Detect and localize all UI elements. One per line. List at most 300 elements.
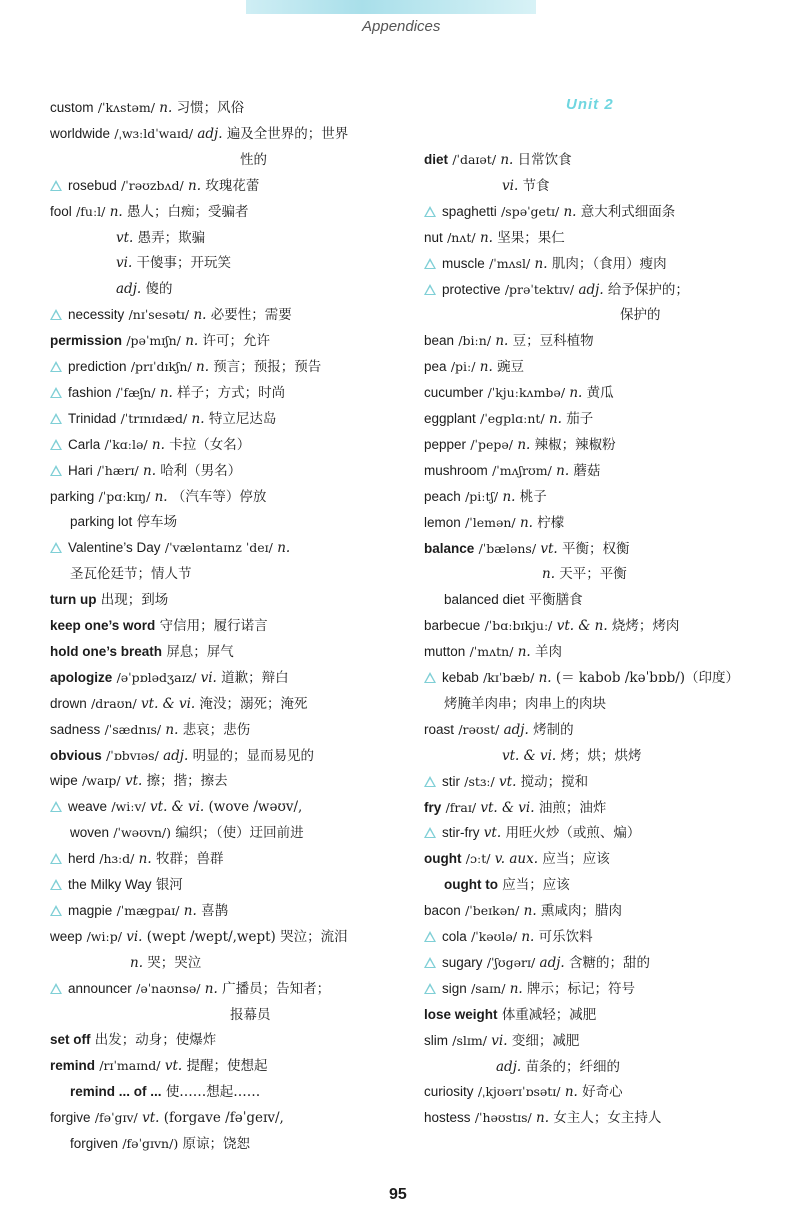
phonetic: /ˈmægpaɪ/ bbox=[116, 902, 180, 918]
phonetic: /ˈkjuːkʌmbə/ bbox=[487, 385, 566, 401]
phonetic: /ˈsædnɪs/ bbox=[104, 721, 162, 737]
phonetic: /ˈdaɪət/ bbox=[452, 152, 497, 167]
phonetic: /nɪˈsesətɪ/ bbox=[128, 307, 190, 323]
definition: 应当；应该 bbox=[502, 877, 570, 894]
definition: (＝ kabob /kəˈbɒb/)（印度） bbox=[555, 670, 740, 686]
phonetic: /ˈlemən/ bbox=[465, 514, 516, 530]
headword: fry bbox=[424, 799, 442, 815]
part-of-speech: v. aux. bbox=[494, 851, 539, 868]
part-of-speech: n. bbox=[538, 670, 552, 686]
definition: 可乐饮料 bbox=[538, 929, 593, 945]
headword: permission bbox=[50, 333, 123, 349]
phonetic: /slɪm/ bbox=[452, 1032, 487, 1048]
glossary-line bbox=[424, 383, 614, 403]
glossary-line bbox=[424, 875, 570, 895]
headword: Hari bbox=[68, 462, 93, 478]
phonetic: /draʊn/ bbox=[91, 695, 137, 711]
headword: rosebud bbox=[68, 177, 117, 193]
phonetic: /ˈwəʊvn/) bbox=[113, 825, 172, 841]
definition: 明显的；显而易见的 bbox=[192, 747, 315, 764]
headword: bacon bbox=[424, 903, 461, 919]
new-word-triangle-icon bbox=[424, 258, 436, 269]
phonetic: /fraɪ/ bbox=[445, 799, 477, 815]
glossary-line bbox=[50, 253, 231, 273]
part-of-speech: n. bbox=[509, 980, 523, 997]
glossary-line bbox=[50, 849, 223, 869]
headword: stir bbox=[442, 773, 460, 789]
phonetic: /spəˈgetɪ/ bbox=[501, 203, 560, 219]
definition: 女主人；女主持人 bbox=[553, 1110, 662, 1127]
headword: mutton bbox=[424, 644, 466, 660]
definition: 蘑菇 bbox=[573, 462, 601, 479]
phonetic: /ˈfæʃn/ bbox=[115, 384, 156, 400]
glossary-line bbox=[50, 487, 266, 507]
new-word-triangle-icon bbox=[424, 284, 436, 295]
definition: 黄瓜 bbox=[586, 385, 614, 402]
glossary-line bbox=[424, 694, 606, 714]
glossary-line bbox=[50, 357, 321, 377]
definition: 傻的 bbox=[145, 281, 173, 298]
phonetic: /wiːp/ bbox=[86, 928, 122, 944]
phonetic: /ˈpɑːkɪŋ/ bbox=[98, 488, 151, 504]
phonetic: /ˈkəʊlə/ bbox=[471, 929, 518, 944]
phonetic: /ˌkjʊərɪˈɒsətɪ/ bbox=[477, 1084, 561, 1100]
new-word-triangle-icon bbox=[50, 309, 62, 320]
glossary-line bbox=[50, 279, 172, 299]
part-of-speech: n. bbox=[193, 307, 207, 324]
definition: 广播员；告知者； bbox=[222, 980, 331, 997]
definition: 出发；动身；使爆炸 bbox=[94, 1032, 217, 1049]
part-of-speech: vi. bbox=[126, 928, 143, 945]
part-of-speech: vi. bbox=[116, 255, 133, 272]
headword: necessity bbox=[68, 307, 125, 323]
glossary-line bbox=[424, 435, 616, 455]
glossary-line bbox=[50, 1005, 271, 1025]
definition: 保护的 bbox=[620, 307, 661, 324]
glossary-line bbox=[50, 927, 348, 947]
glossary-line bbox=[50, 124, 348, 144]
headword: fashion bbox=[68, 384, 112, 400]
glossary-line bbox=[424, 539, 630, 559]
headword: custom bbox=[50, 100, 94, 115]
glossary-line bbox=[50, 720, 250, 740]
definition: 烤；烘；烘烤 bbox=[560, 747, 642, 764]
definition: 烤制的 bbox=[533, 721, 574, 738]
phonetic: /ˈhəʊstɪs/ bbox=[474, 1110, 532, 1126]
new-word-triangle-icon bbox=[50, 387, 62, 398]
definition: 体重减轻；减肥 bbox=[501, 1006, 597, 1023]
phonetic: /waɪp/ bbox=[82, 773, 121, 789]
new-word-triangle-icon bbox=[50, 413, 62, 424]
headword: parking bbox=[50, 488, 95, 504]
part-of-speech: vi. bbox=[502, 177, 519, 194]
glossary-line bbox=[424, 823, 640, 843]
definition: 喜鹊 bbox=[201, 902, 229, 919]
part-of-speech: n. bbox=[500, 152, 514, 168]
headword: slim bbox=[424, 1032, 448, 1048]
headword: parking lot bbox=[70, 514, 133, 530]
part-of-speech: n. bbox=[542, 566, 555, 583]
definition: (wove /wəʊv/, bbox=[208, 799, 303, 816]
phonetic: /fuːl/ bbox=[76, 203, 106, 219]
phonetic: /ˈmʌʃrʊm/ bbox=[492, 462, 552, 478]
new-word-triangle-icon bbox=[50, 361, 62, 372]
definition: 卡拉（女名） bbox=[169, 436, 251, 453]
glossary-line bbox=[424, 280, 689, 300]
part-of-speech: n. bbox=[517, 436, 531, 453]
definition: 苗条的；纤细的 bbox=[525, 1058, 620, 1075]
headword: wipe bbox=[50, 773, 78, 789]
part-of-speech: vt. & n. bbox=[556, 618, 608, 635]
headword: remind bbox=[50, 1058, 96, 1074]
definition: 烤腌羊肉串；肉串上的肉块 bbox=[444, 695, 606, 712]
headword: drown bbox=[50, 695, 87, 711]
part-of-speech: n. bbox=[563, 203, 577, 220]
part-of-speech: adj. bbox=[539, 954, 565, 971]
headword: herd bbox=[68, 851, 96, 867]
definition: 遍及全世界的；世界 bbox=[226, 125, 349, 142]
new-word-triangle-icon bbox=[424, 983, 436, 994]
glossary-line bbox=[50, 746, 314, 766]
headword: the Milky Way bbox=[68, 877, 152, 892]
headword: ought to bbox=[444, 877, 498, 893]
glossary-line bbox=[424, 564, 627, 584]
glossary-line bbox=[424, 150, 572, 170]
new-word-triangle-icon bbox=[50, 853, 62, 864]
part-of-speech: n. bbox=[479, 229, 493, 246]
glossary-line bbox=[50, 771, 228, 791]
definition: 预言；预报；预告 bbox=[213, 359, 322, 375]
definition: 银河 bbox=[155, 877, 183, 893]
headword: barbecue bbox=[424, 618, 481, 634]
phonetic: /hɜːd/ bbox=[99, 851, 135, 867]
definition: 道歉；辩白 bbox=[221, 669, 289, 686]
part-of-speech: vt. bbox=[164, 1058, 183, 1075]
part-of-speech: n. bbox=[523, 903, 537, 920]
definition: 哭；哭泣 bbox=[147, 954, 202, 971]
definition: 愚弄；欺骗 bbox=[137, 229, 206, 246]
definition: 报幕员 bbox=[230, 1006, 271, 1023]
headword: pepper bbox=[424, 436, 467, 452]
phonetic: /piːtʃ/ bbox=[465, 488, 499, 504]
definition: 含糖的；甜的 bbox=[568, 954, 650, 971]
glossary-line bbox=[424, 746, 641, 766]
definition: (wept /wept/,wept) 哭泣；流泪 bbox=[146, 928, 348, 945]
part-of-speech: n. bbox=[191, 410, 205, 427]
glossary-line bbox=[424, 1031, 579, 1051]
headword: muscle bbox=[442, 255, 485, 271]
glossary-line bbox=[50, 98, 244, 118]
glossary-line bbox=[424, 487, 547, 507]
glossary-line bbox=[424, 461, 600, 481]
headword: prediction bbox=[68, 359, 127, 374]
glossary-line bbox=[50, 590, 168, 610]
phonetic: /wiːv/ bbox=[111, 799, 146, 815]
headword: apologize bbox=[50, 669, 113, 685]
part-of-speech: n. bbox=[185, 333, 199, 350]
phonetic: /ˈegplɑːnt/ bbox=[480, 411, 545, 426]
part-of-speech: vt. & vi. bbox=[502, 747, 557, 764]
phonetic: /ˈmʌsl/ bbox=[489, 255, 531, 271]
headword: mushroom bbox=[424, 462, 488, 478]
headword: Carla bbox=[68, 436, 101, 452]
headword: eggplant bbox=[424, 411, 476, 426]
part-of-speech: n. bbox=[204, 980, 218, 997]
definition: 愚人；白痴；受骗者 bbox=[126, 203, 249, 220]
headword: worldwide bbox=[50, 125, 111, 141]
glossary-line bbox=[424, 202, 675, 222]
new-word-triangle-icon bbox=[424, 672, 436, 683]
phonetic: /ˈbeɪkən/ bbox=[465, 903, 520, 919]
glossary-line bbox=[424, 901, 622, 921]
unit-heading: Unit 2 bbox=[566, 96, 614, 113]
glossary-line bbox=[424, 927, 593, 947]
part-of-speech: vt. bbox=[540, 540, 558, 557]
definition: 圣瓦伦廷节；情人节 bbox=[70, 566, 192, 583]
glossary-line bbox=[50, 564, 192, 584]
definition: 用旺火炒（或煎、煸） bbox=[505, 825, 641, 842]
part-of-speech: adj. bbox=[496, 1058, 522, 1075]
phonetic: /kɪˈbæb/ bbox=[483, 670, 535, 685]
headword: cucumber bbox=[424, 385, 484, 401]
part-of-speech: n. bbox=[556, 462, 570, 479]
glossary-line bbox=[50, 642, 234, 662]
part-of-speech: vi. bbox=[491, 1032, 508, 1049]
part-of-speech: n. bbox=[517, 644, 531, 661]
definition: 守信用；履行诺言 bbox=[159, 618, 268, 634]
definition: 节食 bbox=[522, 177, 550, 194]
part-of-speech: n. bbox=[502, 488, 516, 505]
phonetic: /əˈnaʊnsə/ bbox=[136, 980, 201, 996]
part-of-speech: n. bbox=[479, 359, 493, 376]
glossary-line bbox=[50, 668, 289, 688]
glossary-line bbox=[424, 1057, 620, 1077]
glossary-line bbox=[424, 357, 524, 377]
glossary-line bbox=[50, 694, 308, 714]
phonetic: /saɪn/ bbox=[471, 980, 506, 996]
glossary-line bbox=[424, 642, 562, 662]
definition: 应当；应该 bbox=[542, 851, 610, 868]
part-of-speech: adj. bbox=[578, 281, 604, 298]
part-of-speech: n. bbox=[196, 359, 209, 375]
definition: 必要性；需要 bbox=[210, 307, 292, 324]
definition: 辣椒；辣椒粉 bbox=[534, 436, 616, 453]
part-of-speech: n. bbox=[519, 514, 533, 531]
definition: 搅动；搅和 bbox=[520, 773, 589, 790]
new-word-triangle-icon bbox=[50, 439, 62, 450]
glossary-line bbox=[50, 1030, 216, 1050]
headword: magpie bbox=[68, 902, 113, 918]
new-word-triangle-icon bbox=[50, 465, 62, 476]
headword: weep bbox=[50, 928, 83, 944]
glossary-line bbox=[424, 513, 564, 533]
definition: 性的 bbox=[240, 151, 267, 168]
headword: Valentine’s Day bbox=[68, 540, 161, 556]
phonetic: /rəʊst/ bbox=[458, 721, 500, 737]
definition: 变细；减肥 bbox=[511, 1032, 580, 1049]
glossary-line bbox=[424, 590, 583, 610]
part-of-speech: vt. bbox=[142, 1110, 160, 1127]
phonetic: /fəˈgɪvn/) bbox=[122, 1136, 179, 1151]
part-of-speech: n. bbox=[159, 384, 173, 401]
part-of-speech: adj. bbox=[163, 747, 189, 764]
phonetic: /ˈʃʊgərɪ/ bbox=[486, 954, 536, 970]
glossary-line bbox=[50, 228, 205, 248]
part-of-speech: adj. bbox=[116, 281, 142, 298]
definition: 提醒；使想起 bbox=[186, 1058, 268, 1075]
glossary-line bbox=[424, 1108, 661, 1128]
part-of-speech: n. bbox=[143, 462, 156, 479]
new-word-triangle-icon bbox=[50, 180, 62, 191]
glossary-line bbox=[424, 331, 594, 351]
glossary-line bbox=[424, 668, 739, 688]
headword: sugary bbox=[442, 954, 483, 970]
phonetic: /pəˈmɪʃn/ bbox=[126, 333, 181, 349]
definition: 豌豆 bbox=[497, 359, 525, 376]
phonetic: /ˈrəʊzbʌd/ bbox=[121, 177, 184, 193]
definition: 好奇心 bbox=[582, 1084, 623, 1101]
part-of-speech: n. bbox=[536, 1110, 550, 1127]
part-of-speech: adj. bbox=[197, 125, 223, 142]
part-of-speech: n. bbox=[564, 1084, 578, 1101]
part-of-speech: n. bbox=[548, 411, 562, 427]
definition: 特立尼达岛 bbox=[208, 410, 277, 427]
phonetic: /ˈhærɪ/ bbox=[97, 462, 139, 478]
phonetic: /ˈkʌstəm/ bbox=[97, 100, 155, 115]
glossary-line bbox=[50, 331, 270, 351]
glossary-line bbox=[50, 1082, 260, 1102]
glossary-line bbox=[50, 979, 330, 999]
headword: woven bbox=[70, 825, 110, 841]
part-of-speech: n. bbox=[183, 902, 197, 919]
part-of-speech: n. bbox=[521, 929, 535, 945]
definition: 天平；平衡 bbox=[559, 566, 627, 583]
headword: remind ... of ... bbox=[70, 1084, 162, 1100]
headword: lose weight bbox=[424, 1006, 498, 1022]
new-word-triangle-icon bbox=[50, 801, 62, 812]
glossary-line bbox=[50, 176, 259, 196]
part-of-speech: vi. bbox=[200, 669, 217, 686]
headword: lemon bbox=[424, 514, 461, 530]
phonetic: /ˈbæləns/ bbox=[478, 540, 537, 556]
definition: 玫瑰花蕾 bbox=[205, 177, 260, 194]
glossary-line bbox=[424, 228, 565, 248]
definition: 干傻事；开玩笑 bbox=[136, 255, 232, 272]
part-of-speech: n. bbox=[569, 385, 583, 402]
headword: roast bbox=[424, 721, 455, 737]
glossary-line bbox=[50, 616, 268, 636]
headword: ought bbox=[424, 851, 462, 867]
phonetic: /ˈpepə/ bbox=[470, 436, 514, 452]
headword: announcer bbox=[68, 980, 132, 996]
part-of-speech: n. bbox=[109, 203, 123, 220]
glossary-line bbox=[424, 849, 610, 869]
glossary-line bbox=[424, 1005, 596, 1025]
phonetic: /ɔːt/ bbox=[465, 851, 491, 867]
headword: set off bbox=[50, 1032, 91, 1048]
headword: turn up bbox=[50, 592, 97, 608]
glossary-line bbox=[50, 538, 290, 558]
definition: 淹没；溺死；淹死 bbox=[199, 695, 308, 712]
definition: 坚果；果仁 bbox=[497, 229, 565, 246]
new-word-triangle-icon bbox=[424, 931, 436, 942]
headword: peach bbox=[424, 488, 461, 504]
headword: fool bbox=[50, 203, 72, 219]
part-of-speech: n. bbox=[151, 436, 165, 453]
glossary-line bbox=[50, 202, 248, 222]
definition: 牧群；兽群 bbox=[155, 851, 224, 868]
phonetic: /piː/ bbox=[450, 359, 476, 375]
glossary-line bbox=[50, 901, 228, 921]
headword: bean bbox=[424, 333, 455, 349]
glossary-line bbox=[50, 150, 267, 170]
glossary-line bbox=[424, 979, 635, 999]
part-of-speech: n. bbox=[130, 954, 143, 971]
headword: kebab bbox=[442, 670, 479, 685]
part-of-speech: n. bbox=[138, 851, 152, 868]
headword: hold one’s breath bbox=[50, 643, 163, 659]
definition: 日常饮食 bbox=[517, 152, 572, 168]
part-of-speech: vt. & vi. bbox=[480, 799, 535, 816]
definition: 哈利（男名） bbox=[160, 462, 242, 479]
part-of-speech: vt. bbox=[124, 773, 143, 790]
phonetic: /biːn/ bbox=[458, 333, 492, 349]
glossary-line bbox=[50, 305, 292, 325]
definition: 悲哀；悲伤 bbox=[182, 721, 251, 738]
part-of-speech: vt. bbox=[116, 229, 134, 246]
running-head: Appendices bbox=[362, 18, 441, 35]
part-of-speech: vt. & vi. bbox=[150, 799, 205, 816]
part-of-speech: adj. bbox=[503, 721, 529, 738]
definition: 习惯；风俗 bbox=[176, 100, 245, 116]
headword: curiosity bbox=[424, 1084, 474, 1100]
glossary-line bbox=[424, 305, 661, 325]
glossary-line bbox=[424, 409, 593, 429]
glossary-line bbox=[50, 797, 302, 817]
glossary-line bbox=[50, 875, 183, 895]
definition: 样子；方式；时尚 bbox=[177, 384, 286, 401]
definition: 停车场 bbox=[136, 514, 178, 531]
glossary-line bbox=[50, 953, 201, 973]
definition: 屏息；屏气 bbox=[166, 643, 234, 660]
headword: nut bbox=[424, 229, 443, 245]
headword: diet bbox=[424, 152, 449, 167]
glossary-line bbox=[50, 461, 241, 481]
glossary-line bbox=[50, 435, 250, 455]
glossary-line bbox=[424, 1082, 623, 1102]
headword: weave bbox=[68, 799, 108, 815]
phonetic: /rɪˈmaɪnd/ bbox=[99, 1058, 161, 1074]
glossary-line bbox=[50, 1108, 284, 1128]
definition: (forgave /fəˈgeɪv/, bbox=[163, 1110, 284, 1127]
headword: hostess bbox=[424, 1110, 471, 1126]
headword: protective bbox=[442, 281, 501, 297]
glossary-line bbox=[50, 823, 304, 843]
definition: 茄子 bbox=[566, 411, 594, 427]
new-word-triangle-icon bbox=[50, 879, 62, 890]
definition: 桃子 bbox=[519, 488, 547, 505]
new-word-triangle-icon bbox=[424, 957, 436, 968]
definition: 平衡；权衡 bbox=[562, 540, 630, 557]
new-word-triangle-icon bbox=[424, 206, 436, 217]
definition: 豆；豆科植物 bbox=[512, 333, 594, 350]
headword: obvious bbox=[50, 747, 102, 763]
part-of-speech: n. bbox=[165, 721, 179, 738]
glossary-line bbox=[424, 772, 588, 792]
definition: 擦；揩；擦去 bbox=[146, 773, 228, 790]
phonetic: /əˈpɒlədʒaɪz/ bbox=[116, 669, 197, 685]
glossary-line bbox=[424, 798, 606, 818]
